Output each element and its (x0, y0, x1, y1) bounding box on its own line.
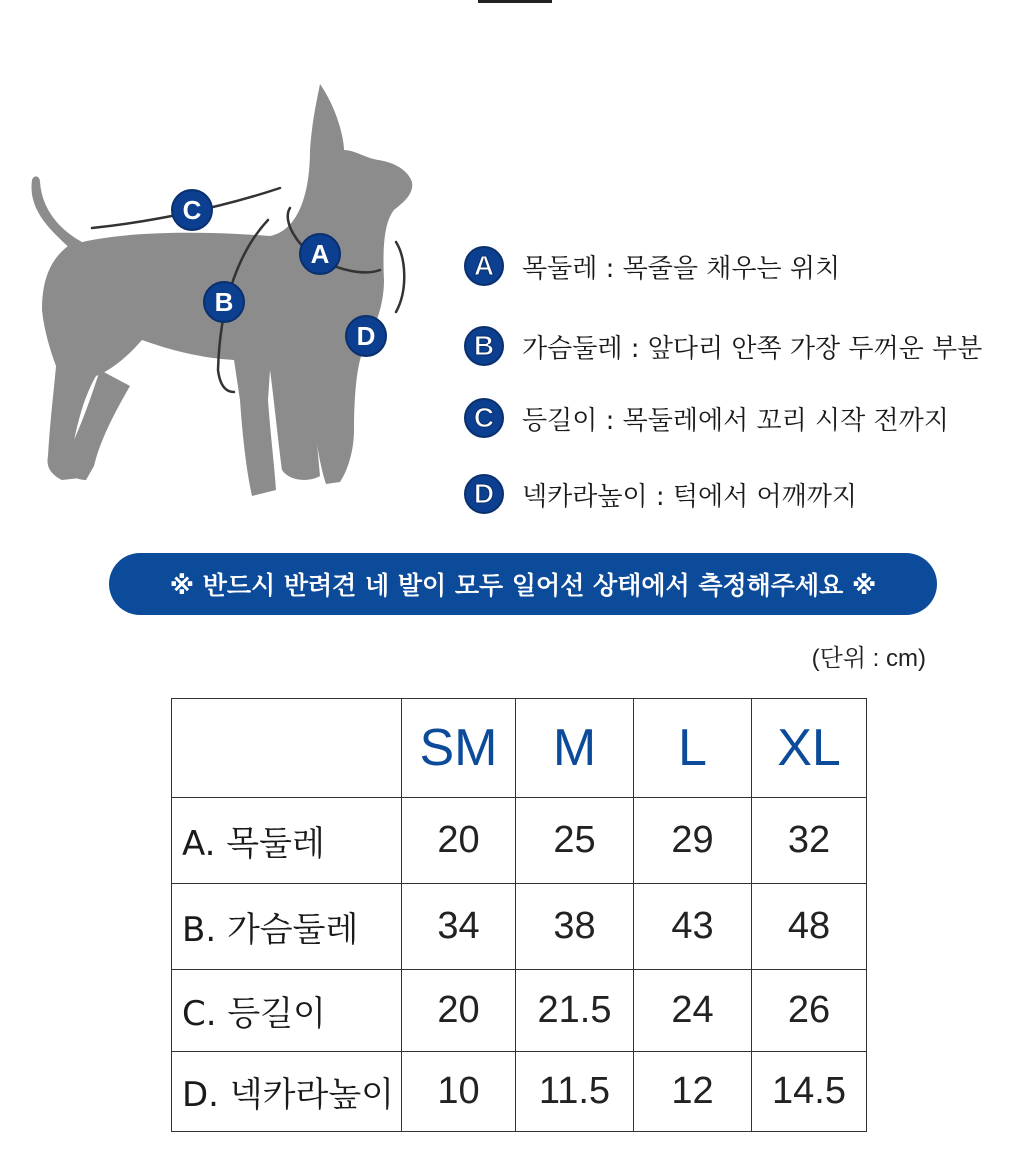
line-d (396, 242, 404, 312)
badge-b (204, 282, 244, 322)
table-cell: 10 (402, 1052, 516, 1132)
table-header-row (172, 699, 867, 798)
badge-d-icon: D (464, 474, 504, 514)
header-cell-xl: XL (752, 699, 867, 798)
table-cell: 34 (402, 884, 516, 970)
header-cell-l: L (634, 699, 752, 798)
table-cell: 20 (402, 798, 516, 884)
unit-label: (단위 : cm) (811, 645, 926, 672)
table-cell: 24 (634, 970, 752, 1052)
legend-text: 등길이 : 목둘레에서 꼬리 시작 전까지 (522, 405, 949, 436)
legend-item-c (464, 396, 949, 440)
header-cell-m: M (516, 699, 634, 798)
svg-text:B: B (214, 287, 234, 317)
table-cell: 14.5 (752, 1052, 867, 1132)
table-cell: 43 (634, 884, 752, 970)
table-cell: 21.5 (516, 970, 634, 1052)
table-cell: 48 (752, 884, 867, 970)
row-label: C. 등길이 (172, 970, 402, 1052)
dog-diagram (20, 70, 440, 520)
table-cell: 20 (402, 970, 516, 1052)
svg-text:C: C (182, 195, 202, 225)
svg-text:A: A (310, 239, 330, 269)
table-cell: 11.5 (516, 1052, 634, 1132)
row-label: B. 가슴둘레 (172, 884, 402, 970)
badge-d (346, 316, 386, 356)
table-cell: 32 (752, 798, 867, 884)
table-cell: 26 (752, 970, 867, 1052)
table-row (172, 1052, 867, 1132)
badge-c-icon: C (464, 398, 504, 438)
table-cell: 38 (516, 884, 634, 970)
measurement-notice: ※ 반드시 반려견 네 발이 모두 일어선 상태에서 측정해주세요 ※ (109, 553, 937, 615)
top-divider (478, 0, 552, 3)
badge-a-icon: A (464, 246, 504, 286)
header-cell-sm: SM (402, 699, 516, 798)
row-label: D. 넥카라높이 (172, 1052, 402, 1132)
svg-text:D: D (356, 321, 376, 351)
row-label: A. 목둘레 (172, 798, 402, 884)
legend-item-a (464, 244, 840, 288)
badge-c (172, 190, 212, 230)
size-table (171, 698, 867, 1132)
legend-text: 목둘레 : 목줄을 채우는 위치 (522, 253, 841, 284)
header-cell (172, 699, 402, 798)
legend-text: 넥카라높이 : 턱에서 어깨까지 (522, 481, 857, 512)
table-cell: 25 (516, 798, 634, 884)
table-cell: 29 (634, 798, 752, 884)
legend-item-b (464, 324, 982, 368)
legend-item-d (464, 472, 857, 516)
table-row (172, 884, 867, 970)
badge-b-icon: B (464, 326, 504, 366)
table-cell: 12 (634, 1052, 752, 1132)
badge-a (300, 234, 340, 274)
table-row (172, 970, 867, 1052)
legend-text: 가슴둘레 : 앞다리 안쪽 가장 두꺼운 부분 (522, 333, 983, 364)
table-row (172, 798, 867, 884)
